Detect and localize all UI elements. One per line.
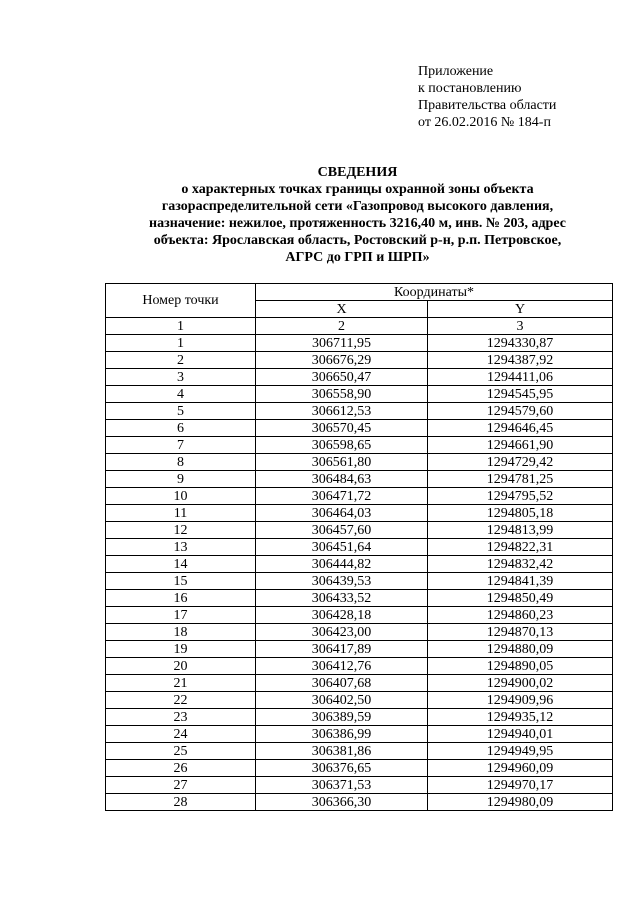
y-coordinate-cell: 1294841,39 (428, 573, 613, 590)
x-coordinate-cell: 306612,53 (256, 403, 428, 420)
y-coordinate-cell: 1294970,17 (428, 777, 613, 794)
y-coordinate-cell: 1294860,23 (428, 607, 613, 624)
x-coordinate-cell: 306444,82 (256, 556, 428, 573)
x-coordinate-cell: 306423,00 (256, 624, 428, 641)
point-number-cell: 17 (106, 607, 256, 624)
point-number-cell: 1 (106, 335, 256, 352)
y-coordinate-cell: 1294980,09 (428, 794, 613, 811)
point-number-cell: 23 (106, 709, 256, 726)
point-number-cell: 18 (106, 624, 256, 641)
x-coordinate-cell: 306676,29 (256, 352, 428, 369)
x-coordinate-cell: 306381,86 (256, 743, 428, 760)
y-coordinate-cell: 1294661,90 (428, 437, 613, 454)
point-number-cell: 15 (106, 573, 256, 590)
point-number-cell: 20 (106, 658, 256, 675)
table-row (106, 624, 613, 641)
x-coordinate-cell: 306371,53 (256, 777, 428, 794)
point-number-cell: 25 (106, 743, 256, 760)
title-heading: СВЕДЕНИЯ (317, 165, 398, 180)
y-coordinate-cell: 1294870,13 (428, 624, 613, 641)
x-coordinate-cell: 306464,03 (256, 505, 428, 522)
table-row (106, 335, 613, 352)
point-number-cell: 7 (106, 437, 256, 454)
point-number-cell: 27 (106, 777, 256, 794)
appendix-line: Приложение (418, 64, 494, 79)
x-coordinate-cell: 306376,65 (256, 760, 428, 777)
y-coordinate-cell: 1294960,09 (428, 760, 613, 777)
title-line: АГРС до ГРП и ШРП» (285, 250, 430, 265)
header-x: X (256, 301, 428, 318)
title-line: назначение: нежилое, протяженность 3216,40 м, инв. № 203, адрес (149, 216, 566, 231)
document-title (100, 164, 615, 266)
table-row (106, 709, 613, 726)
y-coordinate-cell: 1294850,49 (428, 590, 613, 607)
y-coordinate-cell: 1294646,45 (428, 420, 613, 437)
y-coordinate-cell: 1294795,52 (428, 488, 613, 505)
table-row (106, 556, 613, 573)
table-row (106, 607, 613, 624)
y-coordinate-cell: 1294900,02 (428, 675, 613, 692)
x-coordinate-cell: 306439,53 (256, 573, 428, 590)
table-row (106, 760, 613, 777)
title-line: о характерных точках границы охранной зоны объекта (181, 182, 534, 197)
table-row (106, 488, 613, 505)
table-row (106, 386, 613, 403)
x-coordinate-cell: 306386,99 (256, 726, 428, 743)
table-row (106, 658, 613, 675)
x-coordinate-cell: 306407,68 (256, 675, 428, 692)
table-row (106, 590, 613, 607)
y-coordinate-cell: 1294813,99 (428, 522, 613, 539)
table-row (106, 726, 613, 743)
point-number-cell: 2 (106, 352, 256, 369)
x-coordinate-cell: 306412,76 (256, 658, 428, 675)
point-number-cell: 14 (106, 556, 256, 573)
y-coordinate-cell: 1294949,95 (428, 743, 613, 760)
y-coordinate-cell: 1294935,12 (428, 709, 613, 726)
header-coordinates: Координаты* (256, 284, 613, 301)
table-row (106, 369, 613, 386)
y-coordinate-cell: 1294940,01 (428, 726, 613, 743)
x-coordinate-cell: 306561,80 (256, 454, 428, 471)
point-number-cell: 26 (106, 760, 256, 777)
point-number-cell: 10 (106, 488, 256, 505)
table-row (106, 641, 613, 658)
table-row (106, 675, 613, 692)
table-body (106, 335, 613, 811)
x-coordinate-cell: 306433,52 (256, 590, 428, 607)
x-coordinate-cell: 306711,95 (256, 335, 428, 352)
table-row (106, 420, 613, 437)
table-row (106, 471, 613, 488)
y-coordinate-cell: 1294880,09 (428, 641, 613, 658)
index-cell: 3 (428, 318, 613, 335)
point-number-cell: 11 (106, 505, 256, 522)
y-coordinate-cell: 1294822,31 (428, 539, 613, 556)
y-coordinate-cell: 1294832,42 (428, 556, 613, 573)
table-row (106, 437, 613, 454)
header-point-number: Номер точки (106, 284, 256, 318)
point-number-cell: 4 (106, 386, 256, 403)
point-number-cell: 9 (106, 471, 256, 488)
table-row (106, 794, 613, 811)
point-number-cell: 3 (106, 369, 256, 386)
x-coordinate-cell: 306451,64 (256, 539, 428, 556)
x-coordinate-cell: 306650,47 (256, 369, 428, 386)
y-coordinate-cell: 1294411,06 (428, 369, 613, 386)
point-number-cell: 19 (106, 641, 256, 658)
table-row (106, 352, 613, 369)
y-coordinate-cell: 1294890,05 (428, 658, 613, 675)
table-row (106, 522, 613, 539)
y-coordinate-cell: 1294579,60 (428, 403, 613, 420)
x-coordinate-cell: 306471,72 (256, 488, 428, 505)
x-coordinate-cell: 306457,60 (256, 522, 428, 539)
x-coordinate-cell: 306484,63 (256, 471, 428, 488)
point-number-cell: 5 (106, 403, 256, 420)
table-row (106, 454, 613, 471)
y-coordinate-cell: 1294805,18 (428, 505, 613, 522)
table-header-row (106, 284, 613, 301)
x-coordinate-cell: 306558,90 (256, 386, 428, 403)
table-row (106, 403, 613, 420)
point-number-cell: 28 (106, 794, 256, 811)
y-coordinate-cell: 1294729,42 (428, 454, 613, 471)
table-row (106, 777, 613, 794)
point-number-cell: 22 (106, 692, 256, 709)
x-coordinate-cell: 306570,45 (256, 420, 428, 437)
x-coordinate-cell: 306428,18 (256, 607, 428, 624)
y-coordinate-cell: 1294330,87 (428, 335, 613, 352)
appendix-block (418, 63, 556, 131)
y-coordinate-cell: 1294387,92 (428, 352, 613, 369)
appendix-line: Правительства области (418, 98, 557, 113)
point-number-cell: 16 (106, 590, 256, 607)
appendix-line: от 26.02.2016 № 184-п (418, 115, 551, 130)
point-number-cell: 12 (106, 522, 256, 539)
x-coordinate-cell: 306389,59 (256, 709, 428, 726)
table-row (106, 692, 613, 709)
table-row (106, 539, 613, 556)
table-row (106, 505, 613, 522)
title-line: газораспределительной сети «Газопровод высокого давления, (161, 199, 554, 214)
index-cell: 2 (256, 318, 428, 335)
title-line: объекта: Ярославская область, Ростовский р-н, р.п. Петровское, (153, 233, 562, 248)
header-y: Y (428, 301, 613, 318)
table-row (106, 573, 613, 590)
point-number-cell: 24 (106, 726, 256, 743)
y-coordinate-cell: 1294781,25 (428, 471, 613, 488)
point-number-cell: 13 (106, 539, 256, 556)
x-coordinate-cell: 306402,50 (256, 692, 428, 709)
table-index-row (106, 318, 613, 335)
point-number-cell: 6 (106, 420, 256, 437)
appendix-line: к постановлению (418, 81, 522, 96)
index-cell: 1 (106, 318, 256, 335)
point-number-cell: 8 (106, 454, 256, 471)
x-coordinate-cell: 306417,89 (256, 641, 428, 658)
y-coordinate-cell: 1294909,96 (428, 692, 613, 709)
table-row (106, 743, 613, 760)
x-coordinate-cell: 306366,30 (256, 794, 428, 811)
y-coordinate-cell: 1294545,95 (428, 386, 613, 403)
point-number-cell: 21 (106, 675, 256, 692)
coordinates-table (105, 283, 613, 811)
x-coordinate-cell: 306598,65 (256, 437, 428, 454)
